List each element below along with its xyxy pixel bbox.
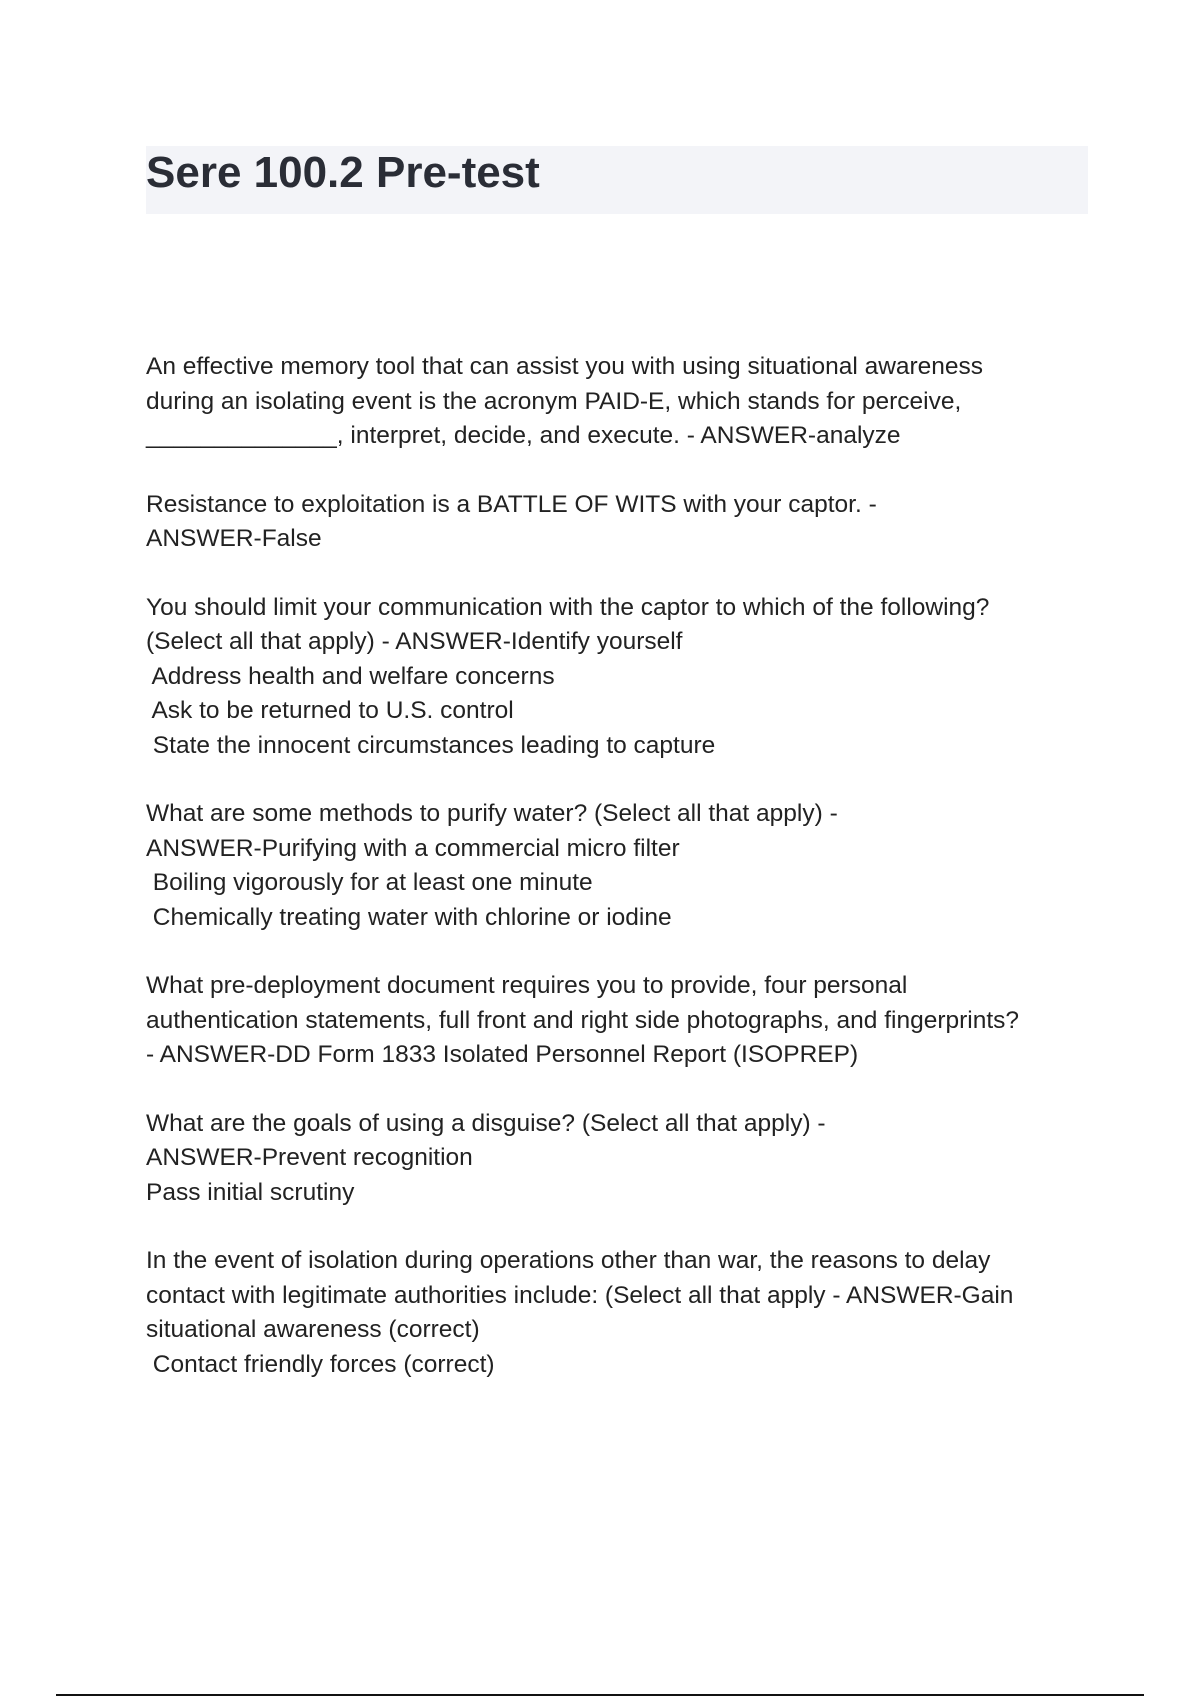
qa-line: State the innocent circumstances leading to capture <box>146 731 716 759</box>
qa-line: Ask to be returned to U.S. control <box>146 697 514 724</box>
qa-list <box>146 350 1096 1416</box>
qa-line: An effective memory tool that can assist you with using situational awareness <box>146 353 984 380</box>
qa-item-1 <box>146 350 1096 454</box>
qa-line: situational awareness (correct) <box>146 1316 480 1343</box>
qa-line: Chemically treating water with chlorine or iodine <box>146 903 672 931</box>
qa-line: ANSWER-Prevent recognition <box>146 1144 473 1171</box>
qa-line: (Select all that apply) - ANSWER-Identify yourself <box>146 628 683 655</box>
qa-line: contact with legitimate authorities include: (Select all that apply - ANSWER-Gain <box>146 1281 1014 1309</box>
qa-line: What are the goals of using a disguise? (Select all that apply) - <box>146 1109 826 1137</box>
qa-line: ANSWER-Purifying with a commercial micro filter <box>146 834 680 862</box>
qa-item-3 <box>146 591 1096 764</box>
qa-line: What pre-deployment document requires you to provide, four personal <box>146 972 908 999</box>
qa-item-4 <box>146 797 1096 935</box>
qa-line: authentication statements, full front and right side photographs, and fingerprints? <box>146 1006 1020 1034</box>
qa-line: ANSWER-False <box>146 525 322 552</box>
qa-item-7 <box>146 1244 1096 1382</box>
qa-item-2 <box>146 488 1096 557</box>
qa-line: Contact friendly forces (correct) <box>146 1350 495 1378</box>
qa-line: Pass initial scrutiny <box>146 1178 355 1206</box>
qa-line: You should limit your communication with the captor to which of the following? <box>146 593 990 621</box>
qa-line: during an isolating event is the acronym PAID-E, which stands for perceive, <box>146 387 962 415</box>
qa-line: ______________, interpret, decide, and execute. - ANSWER-analyze <box>146 422 901 449</box>
page-title: Sere 100.2 Pre-test <box>146 148 540 197</box>
qa-line: Resistance to exploitation is a BATTLE OF WITS with your captor. - <box>146 490 877 518</box>
qa-item-6 <box>146 1107 1096 1211</box>
qa-line: Address health and welfare concerns <box>146 662 555 690</box>
title-banner <box>146 146 1088 214</box>
qa-line: Boiling vigorously for at least one minute <box>146 869 593 896</box>
qa-line: - ANSWER-DD Form 1833 Isolated Personnel Report (ISOPREP) <box>146 1041 859 1068</box>
footer-divider <box>56 1694 1144 1696</box>
qa-item-5 <box>146 969 1096 1073</box>
qa-line: In the event of isolation during operations other than war, the reasons to delay <box>146 1247 991 1274</box>
qa-line: What are some methods to purify water? (Select all that apply) - <box>146 800 838 827</box>
